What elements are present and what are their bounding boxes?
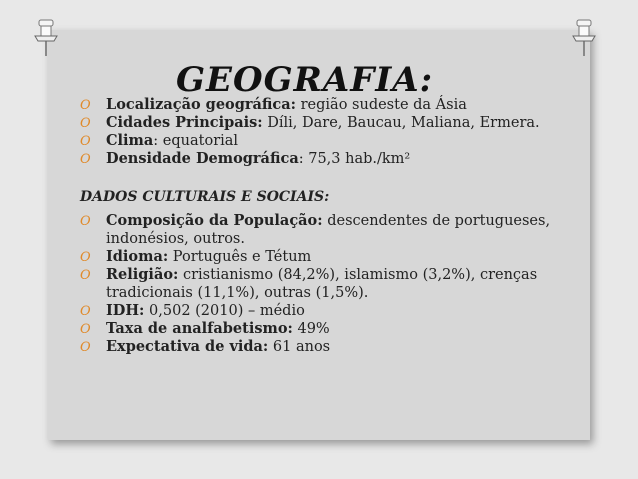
list-item	[80, 212, 580, 248]
item-text: : equatorial	[153, 133, 239, 149]
list-item	[80, 96, 580, 114]
bullet-icon: O	[80, 152, 91, 167]
bullet-icon: O	[80, 116, 91, 131]
list-item	[80, 114, 580, 132]
list-item	[80, 266, 580, 302]
list-item	[80, 338, 580, 356]
item-label: Cidades Principais:	[106, 114, 263, 131]
item-label: Taxa de analfabetismo:	[106, 320, 293, 337]
bullet-icon: O	[80, 98, 91, 113]
item-text: 49%	[292, 321, 330, 337]
item-label: Localização geográfica:	[106, 96, 297, 113]
item-label: Religião:	[106, 266, 179, 283]
item-text: : 75,3 hab./km²	[298, 151, 411, 167]
list-item	[80, 320, 580, 338]
bullet-icon: O	[80, 214, 91, 229]
item-text: descendentes de portugueses, indonésios, outros.	[106, 213, 551, 247]
bullet-icon: O	[80, 322, 91, 337]
pushpin-icon	[30, 18, 62, 58]
bullet-icon: O	[80, 250, 91, 265]
item-text: cristianismo (84,2%), islamismo (3,2%), crenças tradicionais (11,1%), outras (1,5%).	[106, 267, 538, 301]
bullet-icon: O	[80, 268, 91, 283]
bullet-icon: O	[80, 134, 91, 149]
item-label: Idioma:	[106, 248, 169, 265]
list-item	[80, 248, 580, 266]
list-item	[80, 150, 580, 168]
item-text: região sudeste da Ásia	[296, 97, 467, 113]
list-item	[80, 302, 580, 320]
item-text: Díli, Dare, Baucau, Maliana, Ermera.	[262, 115, 540, 131]
list-item	[80, 132, 580, 150]
bullet-icon: O	[80, 340, 91, 355]
item-label: IDH:	[106, 302, 145, 319]
geography-list	[80, 96, 580, 168]
cultural-social-list	[80, 212, 580, 356]
item-label: Clima	[106, 132, 154, 149]
item-text: 0,502 (2010) – médio	[144, 303, 305, 319]
item-label: Densidade Demográfica	[106, 150, 299, 167]
item-label: Expectativa de vida:	[106, 338, 269, 355]
slide-body	[80, 96, 580, 356]
bullet-icon: O	[80, 304, 91, 319]
pushpin-icon	[568, 18, 600, 58]
slide-title: GEOGRAFIA:	[176, 60, 434, 100]
item-text: Português e Tétum	[168, 249, 312, 265]
item-label: Composição da População:	[106, 212, 323, 229]
item-text: 61 anos	[268, 339, 331, 355]
section-heading: DADOS CULTURAIS E SOCIAIS:	[80, 189, 330, 205]
